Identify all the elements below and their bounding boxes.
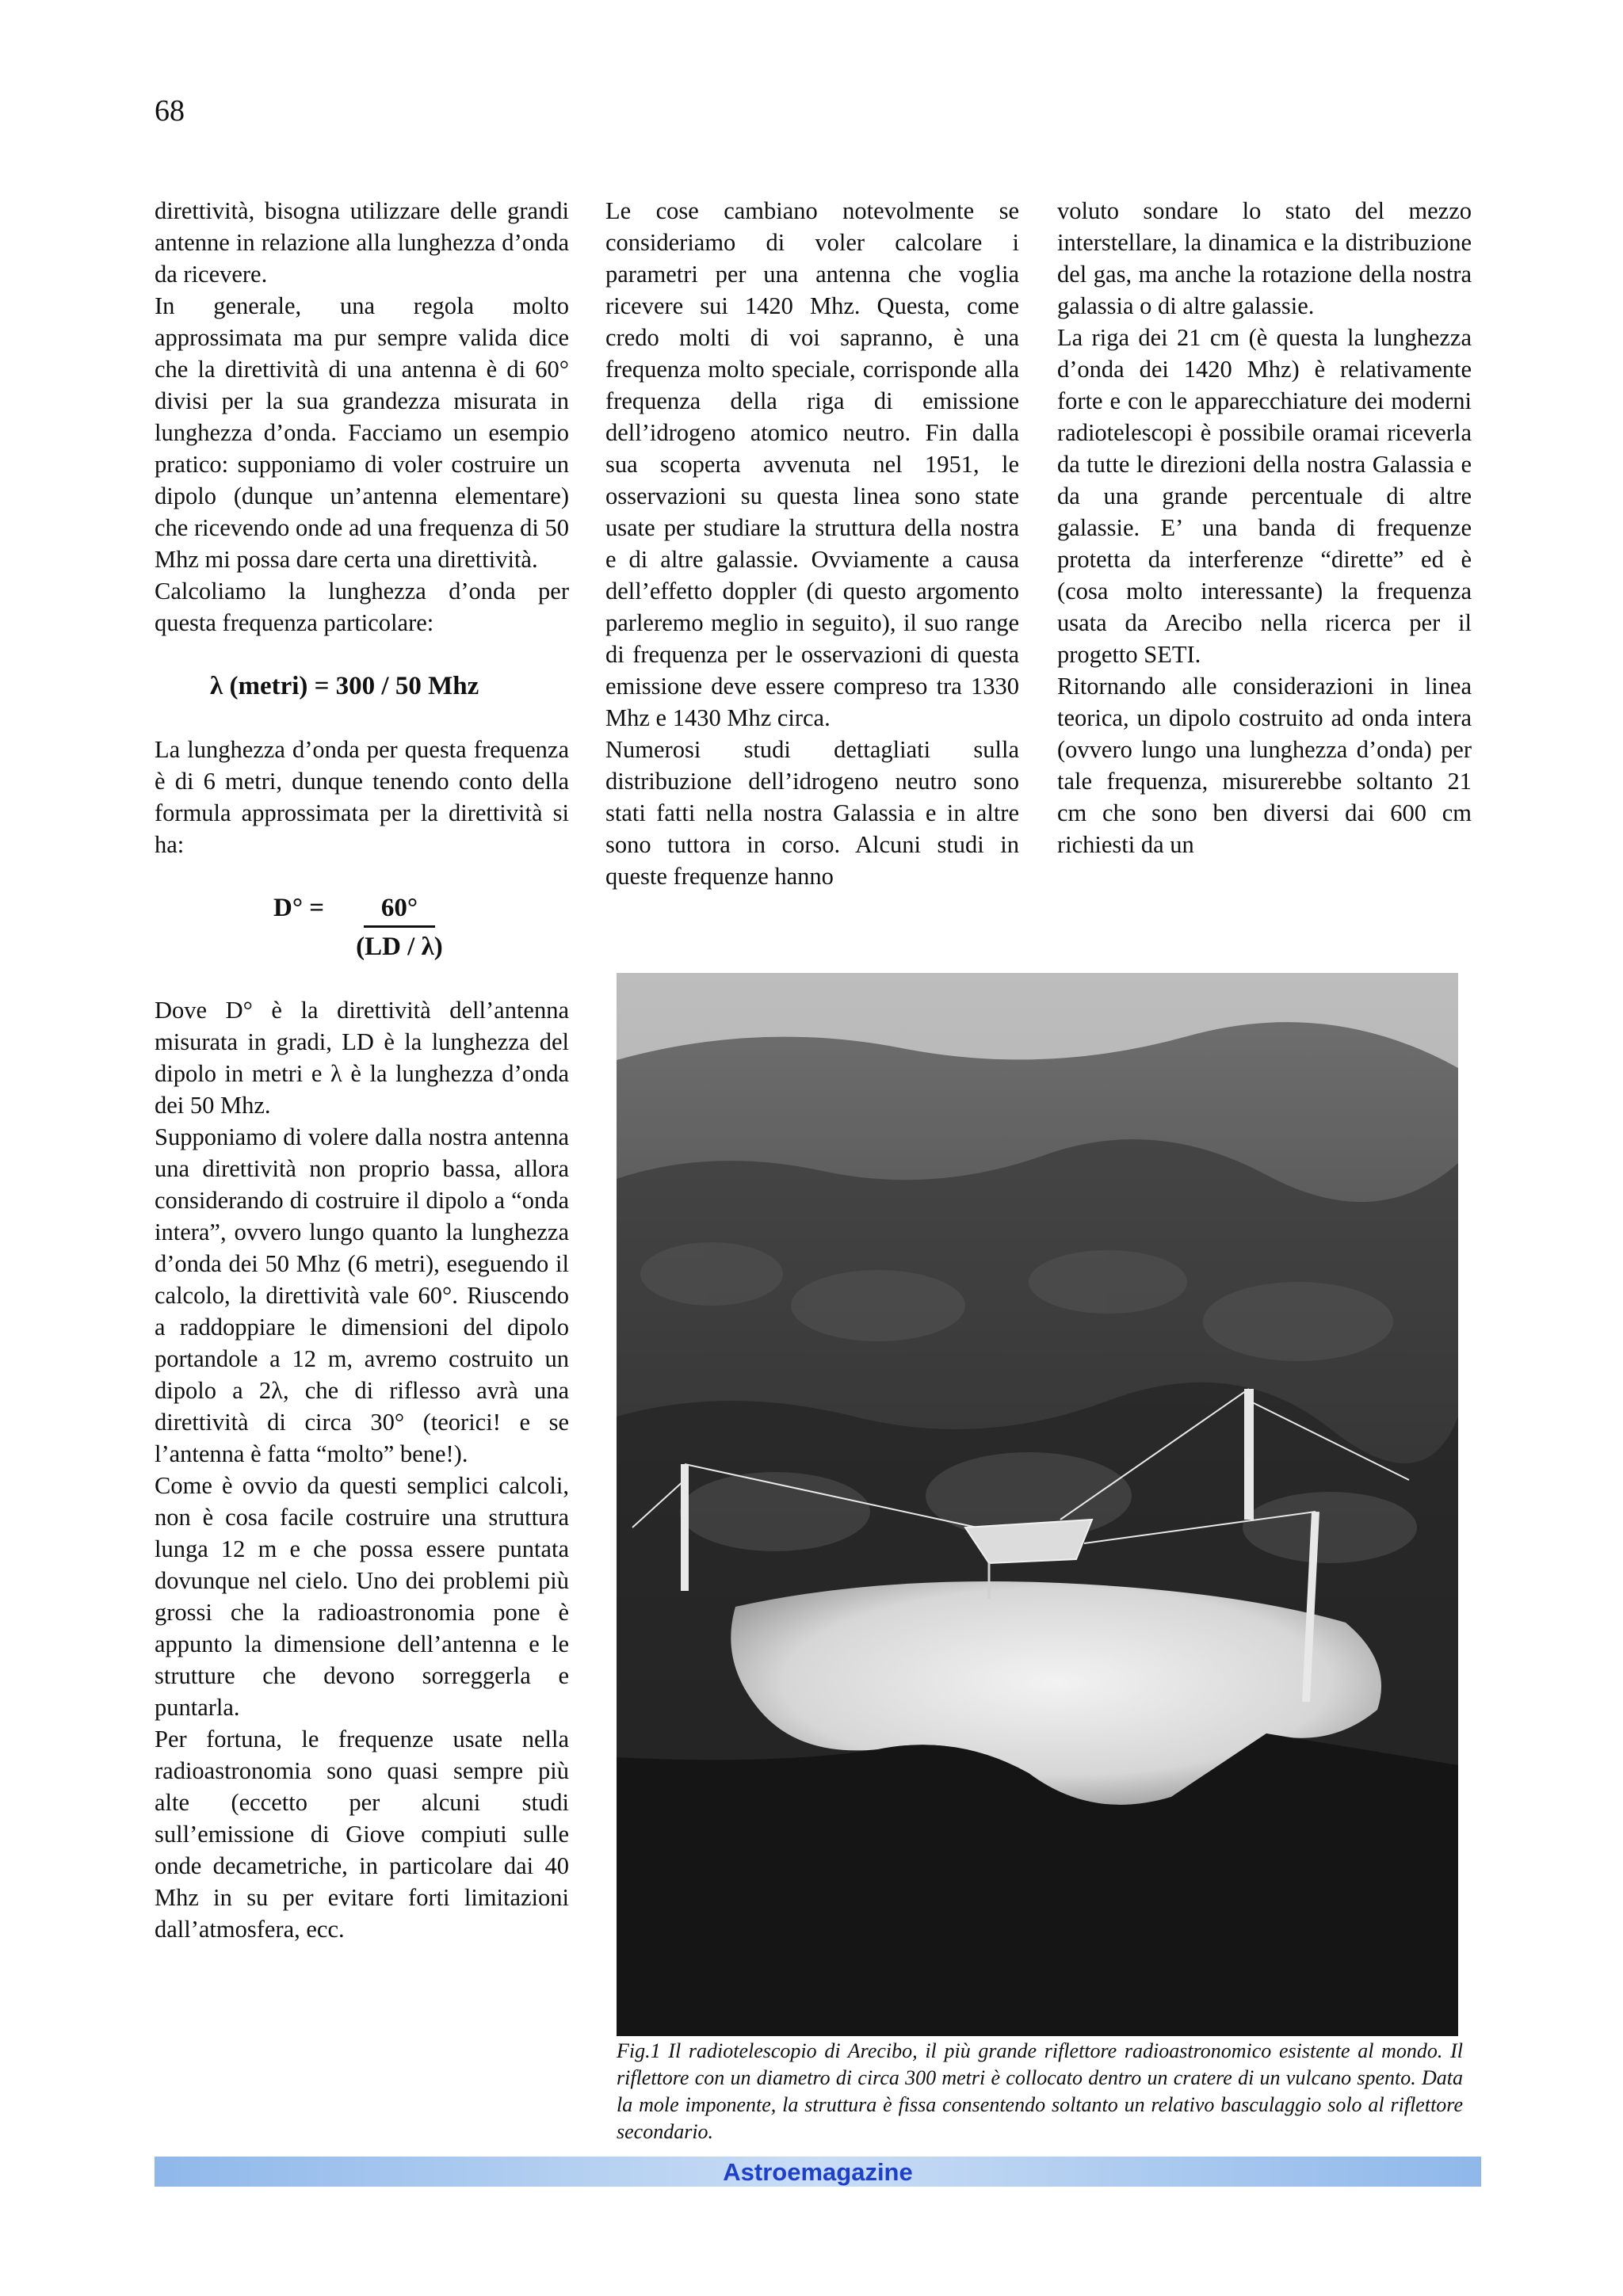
paragraph: Ritornando alle considerazioni in linea teorica, un dipolo costruito ad onda intera (ovvero lungo una lunghezza d’onda) per tale frequenza, misurerebbe soltanto 21 cm che sono ben diversi dai 600 cm richiesti da un xyxy=(1057,673,1472,858)
formula-fraction xyxy=(356,892,443,963)
paragraph: Numerosi studi dettagliati sulla distribuzione dell’idrogeno neutro sono stati fatti nella nostra Galassia e in altre sono tuttora in corso. Alcuni studi in queste frequenze hanno xyxy=(605,736,1019,890)
paragraph: Per fortuna, le frequenze usate nella radioastronomia sono quasi sempre più alte (eccetto per alcuni studi sull’emissione di Giove compiuti sulle onde decametriche, in particolare dai 40 Mhz in su per evitare forti limitazioni dall’atmosfera, ecc. xyxy=(155,1726,569,1943)
paragraph: direttività, bisogna utilizzare delle grandi antenne in relazione alla lunghezza d’onda da ricevere. xyxy=(155,197,569,288)
paragraph: La riga dei 21 cm (è questa la lunghezza d’onda dei 1420 Mhz) è relativamente forte e con le apparecchiature dei moderni radiotelescopi è possibile oramai riceverla da tutte le direzioni della nostra Galassia e da una grande percentuale di altre galassie. E’ una banda di frequenze protetta da interferenze “dirette” ed è (cosa molto interessante) la frequenza usata da Arecibo nella ricerca per il progetto SETI. xyxy=(1057,324,1472,668)
paragraph: In generale, una regola molto approssimata ma pur sempre valida dice che la direttività di una antenna è di 60° divisi per la sua grandezza misurata in lunghezza d’onda. Facciamo un esempio pratico: supponiamo di voler costruire un dipolo (dunque un’antenna elementare) che ricevendo onde ad una frequenza di 50 Mhz mi possa dare certa una direttività. xyxy=(155,292,569,573)
footer-brand: Astroemagazine xyxy=(723,2158,913,2186)
paragraph: Dove D° è la direttività dell’antenna misurata in gradi, LD è la lunghezza del dipolo in metri e λ è la lunghezza d’onda dei 50 Mhz. xyxy=(155,997,569,1119)
wavelength-formula: λ (metri) = 300 / 50 Mhz xyxy=(210,672,479,700)
arecibo-illustration xyxy=(617,973,1458,2036)
paragraph: Come è ovvio da questi semplici calcoli, non è cosa facile costruire una struttura lunga 12 m e che possa essere puntata dovunque nel cielo. Uno dei problemi più grossi che la radioastronomia pone è appunto la dimensione dell’antenna e le strutture che devono sorreggerla e puntarla. xyxy=(155,1472,569,1721)
middle-column xyxy=(605,195,1019,948)
footer-bar xyxy=(155,2157,1481,2187)
arecibo-photo xyxy=(617,973,1458,2036)
paragraph: voluto sondare lo stato del mezzo interstellare, la dinamica e la distribuzione del gas, ma anche la rotazione della nostra galassia o di altre galassie. xyxy=(1057,197,1472,319)
formula-numerator: 60° xyxy=(364,892,435,928)
page-number: 68 xyxy=(155,94,185,128)
paragraph: Supponiamo di volere dalla nostra antenna una direttività non proprio bassa, allora considerando di costruire il dipolo a “onda intera”, ovvero lungo quanto la lunghezza d’onda dei 50 Mhz (6 metri), eseguendo il calcolo, la direttività vale 60°. Riuscendo a raddoppiare le dimensioni del dipolo portandole a 12 m, avremo costruito un dipolo a 2λ, che di riflesso avrà una direttività di circa 30° (teorici! e se l’antenna è fatta “molto” bene!). xyxy=(155,1123,569,1467)
paragraph: La lunghezza d’onda per questa frequenza è di 6 metri, dunque tenendo conto della formula approssimata per la direttività si ha: xyxy=(155,736,569,858)
figure-caption: Fig.1 Il radiotelescopio di Arecibo, il più grande riflettore radioastronomico esistente al mondo. Il riflettore con un diametro di circa 300 metri è collocato dentro un cratere di un vulcano spento. Data la mole imponente, la struttura è fissa consentendo soltanto un relativo basculaggio solo al riflettore secondario. xyxy=(617,2039,1463,2143)
formula-lhs: D° = xyxy=(273,894,325,922)
paragraph: Le cose cambiano notevolmente se consideriamo di voler calcolare i parametri per una antenna che voglia ricevere sui 1420 Mhz. Questa, come credo molti di voi sapranno, è una frequenza molto speciale, corrisponde alla frequenza della riga di emissione dell’idrogeno atomico neutro. Fin dalla sua scoperta avvenuta nel 1951, le osservazioni su questa linea sono state usate per studiare la struttura della nostra e di altre galassie. Ovviamente a causa dell’effetto doppler (di questo argomento parleremo meglio in seguito), il suo range di frequenza per le osservazioni di questa emissione deve essere compreso tra 1330 Mhz e 1430 Mhz circa. xyxy=(605,197,1019,731)
directivity-formula xyxy=(273,892,569,963)
paragraph: Calcoliamo la lunghezza d’onda per questa frequenza particolare: xyxy=(155,578,569,636)
right-column xyxy=(1057,195,1472,948)
left-column xyxy=(155,195,569,1945)
formula-denominator: (LD / λ) xyxy=(356,933,443,961)
